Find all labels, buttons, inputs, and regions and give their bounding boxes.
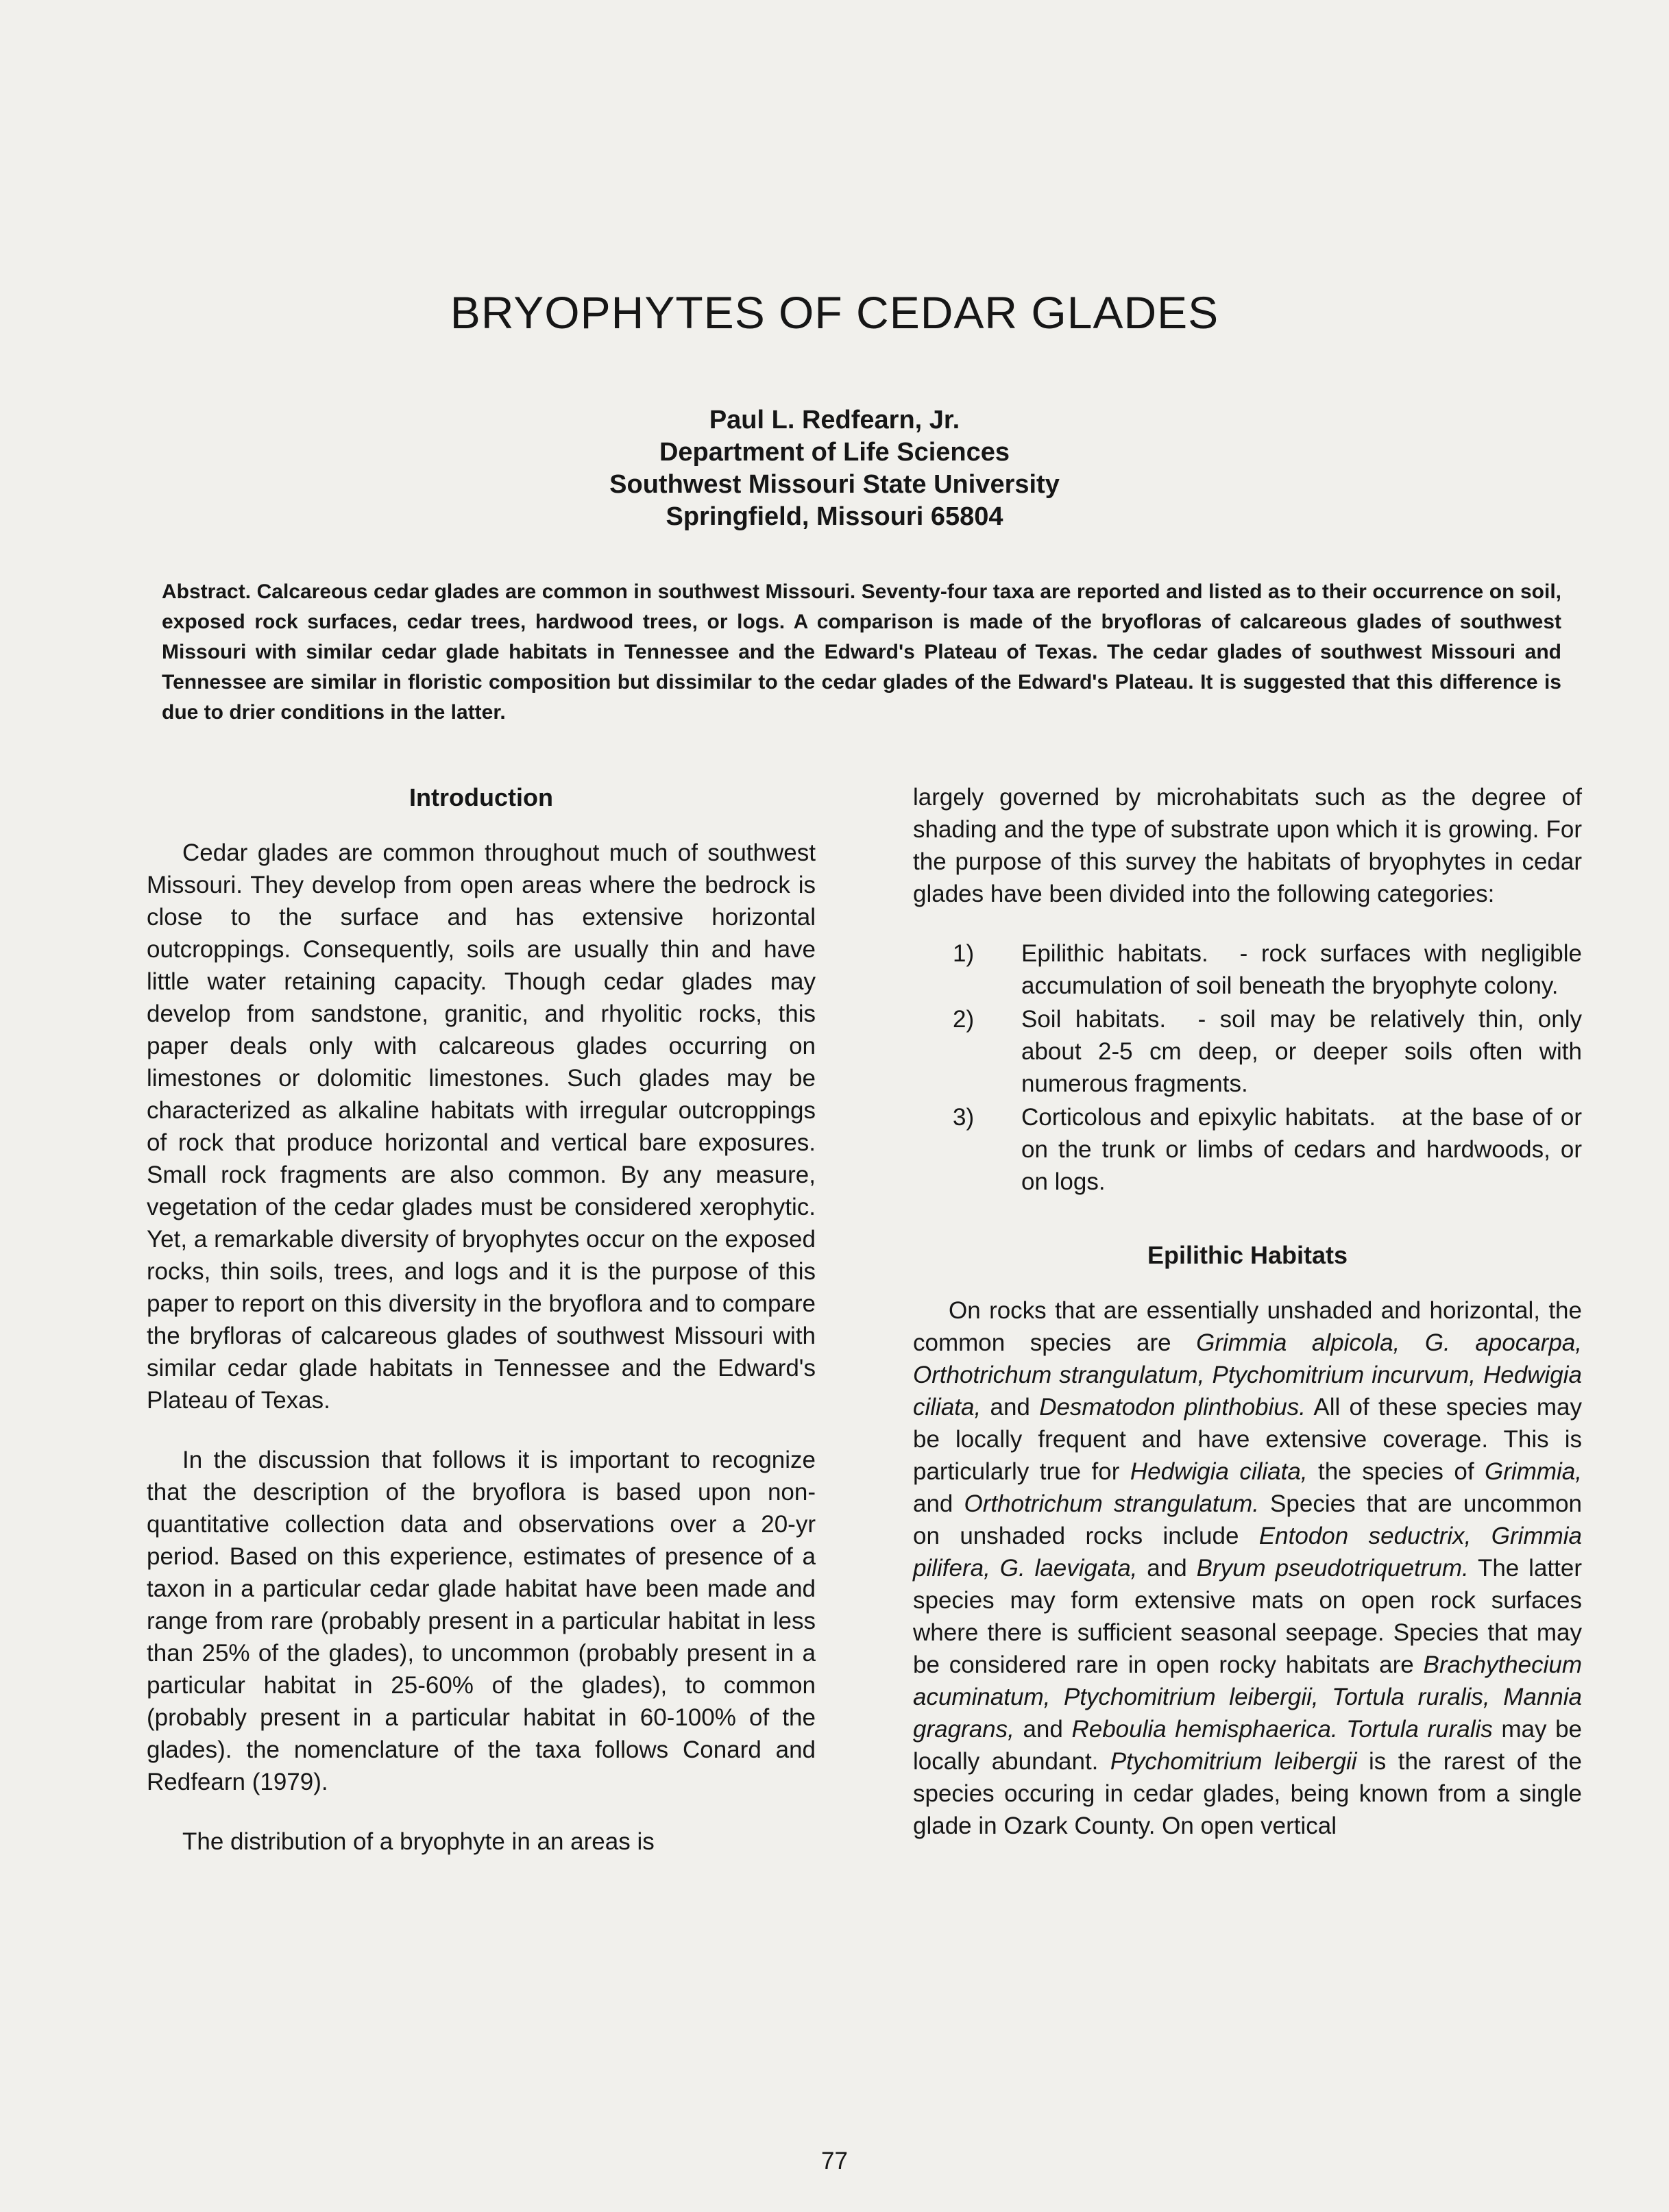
- list-item-term: Soil habitats.: [1021, 1006, 1167, 1033]
- list-item-description: - rock surfaces with negligible accumulation of soil beneath the bryophyte colony.: [1021, 940, 1583, 999]
- list-item-description: - soil may be relatively thin, only about 2-5 cm deep, or deeper soils often with numerous fragments.: [1021, 1006, 1582, 1097]
- list-item-term: Epilithic habitats.: [1021, 940, 1208, 967]
- list-item: [913, 1003, 1582, 1100]
- abstract-text: Calcareous cedar glades are common in southwest Missouri. Seventy-four taxa are reported and listed as to their occurrence on soil, exposed rock surfaces, cedar trees, hardwood trees, or logs. A comparison is made of the bryofloras of calcareous glades of southwest Missouri with similar cedar glade habitats in Tennessee and the Edward's Plateau of Texas. The cedar glades of southwest Missouri and Tennessee are similar in floristic composition but dissimilar to the cedar glades of the Edward's Plateau. It is suggested that this difference is due to drier conditions in the latter.: [162, 580, 1561, 724]
- list-item-term: Corticolous and epixylic habitats.: [1021, 1104, 1376, 1131]
- author-location: Springfield, Missouri 65804: [666, 502, 1003, 531]
- list-item-number: 2): [953, 1006, 975, 1033]
- page-number: 77: [821, 2148, 848, 2174]
- list-item: [913, 1101, 1582, 1198]
- author-department: Department of Life Sciences: [659, 438, 1010, 467]
- introduction-heading: Introduction: [409, 783, 553, 811]
- list-item: [913, 937, 1582, 1002]
- list-item-number: 3): [953, 1104, 975, 1131]
- text-run: may be locally abundant.: [913, 1716, 1583, 1775]
- species-names: Brachythecium acuminatum, Ptychomitrium leibergii, Tortula ruralis, Mannia gragrans,: [913, 1651, 1582, 1743]
- intro-paragraph-2: In the discussion that follows it is important to recognize that the description of the bryoflora is based upon non-quantitative collection data and observations over a 20-yr period. Based on this experience, estimates of presence of a taxon in a particular cedar glade habitat have been made and range from rare (probably present in a particular habitat in less than 25% of the glades), to uncommon (probably present in a particular habitat in 25-60% of the glades), to common (probably present in a particular habitat in 60-100% of the glades). the nomenclature of the taxa follows Conard and Redfearn (1979).: [147, 1447, 816, 1795]
- species-names: Grimmia alpicola, G. apocarpa, Orthotrichum strangulatum, Ptychomitrium incurvum, Hedwigia ciliata,: [913, 1329, 1582, 1421]
- text-run: and: [1014, 1716, 1072, 1743]
- species-names: Desmatodon plinthobius.: [1039, 1394, 1306, 1421]
- text-run: On rocks that are essentially unshaded and horizontal, the common species are: [913, 1297, 1582, 1356]
- intro-paragraph-4: largely governed by microhabitats such as the degree of shading and the type of substrate upon which it is growing. For the purpose of this survey the habitats of bryophytes in cedar glades have been divided into the following categories:: [913, 784, 1582, 907]
- species-names: Ptychomitrium leibergii: [1110, 1748, 1357, 1775]
- list-item-description: at the base of or on the trunk or limbs of cedars and hardwoods, or on logs.: [1021, 1104, 1582, 1195]
- paper-title: BRYOPHYTES OF CEDAR GLADES: [450, 287, 1219, 338]
- intro-paragraph-3: The distribution of a bryophyte in an areas is: [182, 1828, 655, 1855]
- text-run: All of these species may be locally frequent and have extensive coverage. This is particularly true for: [913, 1394, 1582, 1485]
- text-run: Species that are uncommon on unshaded rocks include: [913, 1490, 1582, 1549]
- species-names: Reboulia hemisphaerica. Tortula ruralis: [1071, 1716, 1493, 1743]
- species-names: Bryum pseudotriquetrum.: [1196, 1555, 1469, 1582]
- right-column: [913, 781, 1582, 1869]
- abstract: [162, 577, 1561, 728]
- epilithic-paragraph: [913, 1294, 1582, 1842]
- habitat-category-list: [913, 937, 1582, 1198]
- author-block: [0, 404, 1669, 533]
- author-name: Paul L. Redfearn, Jr.: [709, 406, 960, 434]
- list-item-number: 1): [953, 940, 975, 967]
- left-column: [147, 781, 816, 1885]
- epilithic-heading: Epilithic Habitats: [1147, 1241, 1348, 1269]
- text-run: and: [1137, 1555, 1197, 1582]
- text-run: and: [913, 1490, 964, 1517]
- text-run: the species of: [1307, 1458, 1485, 1485]
- species-names: Hedwigia ciliata,: [1130, 1458, 1308, 1485]
- abstract-label: Abstract.: [162, 580, 252, 603]
- text-run: The latter species may form extensive mats on open rock surfaces where there is sufficient seasonal seepage. Species that may be considered rare in open rocky habitats are: [913, 1555, 1582, 1678]
- intro-paragraph-1: Cedar glades are common throughout much of southwest Missouri. They develop from open areas where the bedrock is close to the surface and has extensive horizontal outcroppings. Consequently, soils are usually thin and have little water retaining capacity. Though cedar glades may develop from sandstone, granitic, and rhyolitic rocks, this paper deals only with calcareous glades occurring on limestones or dolomitic limestones. Such glades may be characterized as alkaline habitats with irregular outcroppings of rock that produce horizontal and vertical bare exposures. Small rock fragments are also common. By any measure, vegetation of the cedar glades must be considered xerophytic. Yet, a remarkable diversity of bryophytes occur on the exposed rocks, thin soils, trees, and logs and it is the purpose of this paper to report on this diversity in the bryoflora and to compare the bryfloras of calcareous glades of southwest Missouri with similar cedar glade habitats in Tennessee and the Edward's Plateau of Texas.: [147, 839, 816, 1414]
- author-institution: Southwest Missouri State University: [609, 470, 1060, 499]
- species-names: Orthotrichum strangulatum.: [964, 1490, 1259, 1517]
- species-names: Grimmia,: [1485, 1458, 1582, 1485]
- species-names: Entodon seductrix, Grimmia pilifera, G. laevigata,: [913, 1523, 1583, 1582]
- text-run: is the rarest of the species occuring in cedar glades, being known from a single glade in Ozark County. On open vertical: [913, 1748, 1582, 1839]
- text-run: and: [981, 1394, 1040, 1421]
